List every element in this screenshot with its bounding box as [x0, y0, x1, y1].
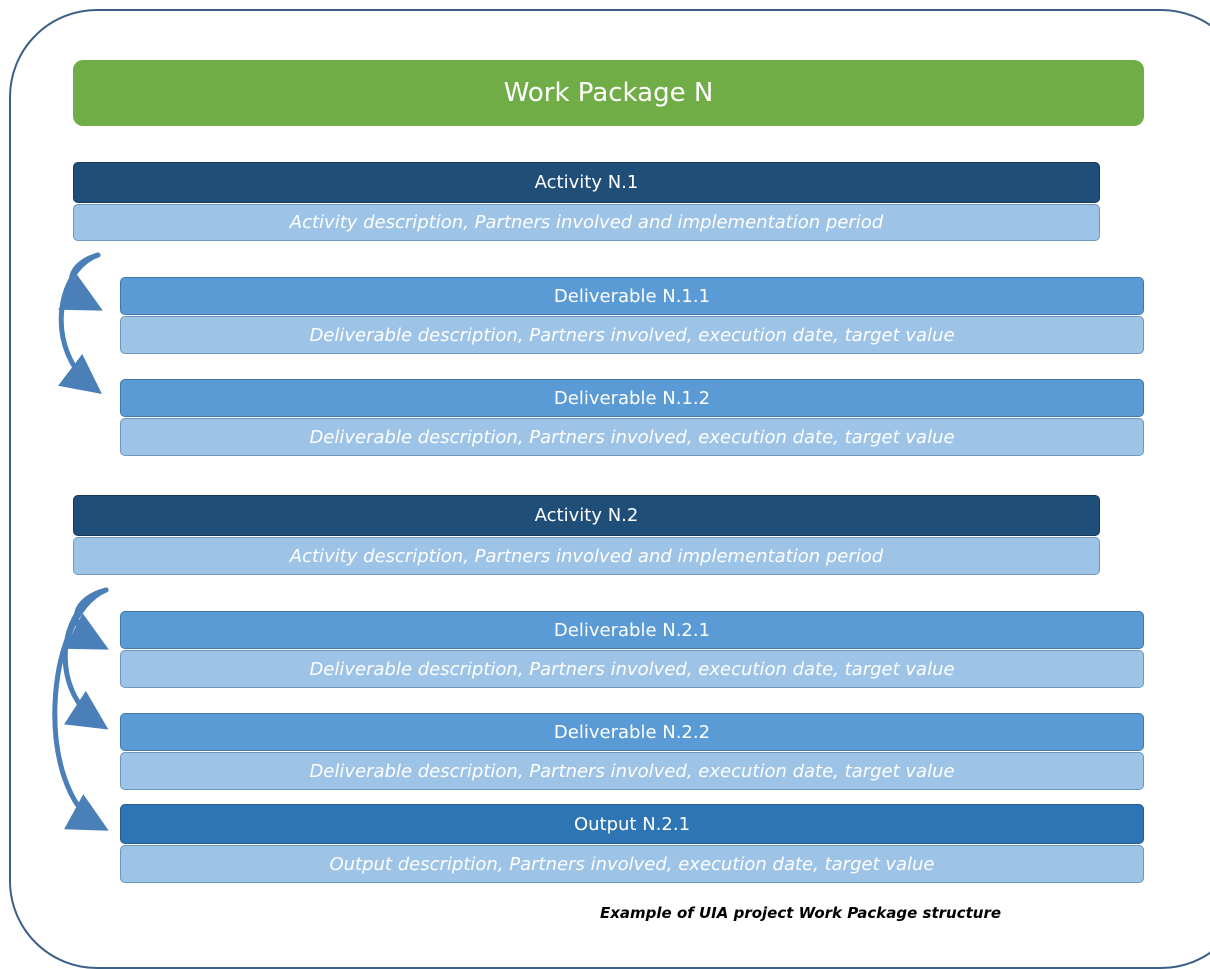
deliverable-2-2-title: Deliverable N.2.2 — [553, 721, 711, 743]
deliverable-1-1-description: Deliverable description, Partners involved, execution date, target value — [309, 324, 955, 346]
deliverable-1-1-title: Deliverable N.1.1 — [553, 285, 711, 307]
activity-1-description: Activity description, Partners involved and implementation period — [289, 212, 884, 233]
output-2-1-description: Output description, Partners involved, execution date, target value — [329, 853, 935, 875]
deliverable-1-2-description: Deliverable description, Partners involved, execution date, target value — [309, 426, 955, 448]
figure-caption: Example of UIA project Work Package structure — [600, 904, 1002, 922]
deliverable-2-1-description: Deliverable description, Partners involved, execution date, target value — [309, 658, 955, 680]
work-package-title: Work Package N — [503, 78, 714, 108]
activity-2-title: Activity N.2 — [534, 505, 639, 526]
output-2-1-title: Output N.2.1 — [573, 813, 691, 835]
arrow-activity-1-to-deliverable-1-2 — [61, 255, 98, 388]
deliverable-2-1-title: Deliverable N.2.1 — [553, 619, 711, 641]
deliverable-2-2-description: Deliverable description, Partners involved, execution date, target value — [309, 760, 955, 782]
activity-2-description: Activity description, Partners involved and implementation period — [289, 545, 884, 567]
deliverable-1-2-title: Deliverable N.1.2 — [553, 387, 711, 409]
arrow-activity-2-to-deliverable-2-2 — [65, 590, 106, 724]
activity-1-title: Activity N.1 — [534, 172, 639, 193]
